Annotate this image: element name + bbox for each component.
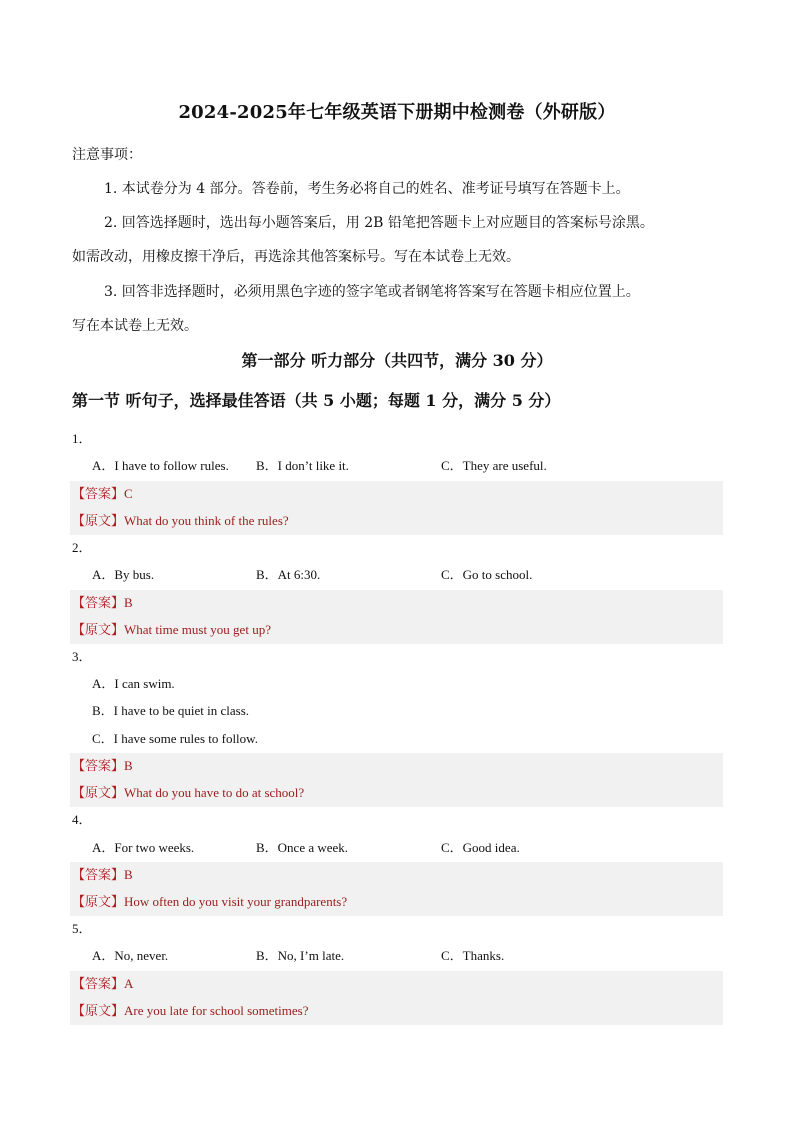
option-b: B．No, I’m late. xyxy=(256,948,345,963)
answer-row xyxy=(72,592,133,611)
answer-row xyxy=(72,755,133,774)
option-a: A．I can swim. xyxy=(92,676,175,691)
answer-row xyxy=(72,483,133,502)
question-number: 1． xyxy=(72,431,92,446)
transcript-label: 【原文】 xyxy=(72,894,125,909)
option-b: B．At 6:30. xyxy=(256,567,321,582)
transcript-text: What do you think of the rules? xyxy=(124,513,289,528)
transcript-label: 【原文】 xyxy=(72,1003,125,1018)
option-c: C．Thanks. xyxy=(441,948,505,963)
answer-value: B xyxy=(124,595,133,610)
answer-value: B xyxy=(124,758,133,773)
answer-value: C xyxy=(124,486,133,501)
option-a: A．I have to follow rules. xyxy=(92,458,229,473)
notice-line-3: 如需改动，用橡皮擦干净后，再选涂其他答案标号。写在本试卷上无效。 xyxy=(72,249,520,265)
page-title: 2024-2025年七年级英语下册期中检测卷（外研版） xyxy=(178,102,616,123)
transcript-label: 【原文】 xyxy=(72,513,125,528)
transcript-row xyxy=(72,782,304,801)
transcript-label: 【原文】 xyxy=(72,622,125,637)
option-b: B．I have to be quiet in class. xyxy=(92,703,250,718)
answer-value: B xyxy=(124,867,133,882)
option-a: A．For two weeks. xyxy=(92,840,195,855)
option-a: A．No, never. xyxy=(92,948,169,963)
notice-line-1: 1. 本试卷分为 4 部分。答卷前，考生务必将自己的姓名、准考证号填写在答题卡上。 xyxy=(104,181,630,197)
notice-heading: 注意事项： xyxy=(72,147,142,163)
option-b: B．Once a week. xyxy=(256,840,349,855)
answer-label: 【答案】 xyxy=(72,595,125,610)
answer-label: 【答案】 xyxy=(72,976,125,991)
option-a: A．By bus. xyxy=(92,567,155,582)
answer-value: A xyxy=(124,976,134,991)
transcript-row xyxy=(72,1000,309,1019)
answer-label: 【答案】 xyxy=(72,486,125,501)
option-b: B．I don’t like it. xyxy=(256,458,349,473)
answer-label: 【答案】 xyxy=(72,867,125,882)
option-c: C．They are useful. xyxy=(441,458,547,473)
answer-label: 【答案】 xyxy=(72,758,125,773)
transcript-text: Are you late for school sometimes? xyxy=(124,1003,309,1018)
question-number: 3． xyxy=(72,649,92,664)
transcript-row xyxy=(72,891,347,910)
answer-row xyxy=(72,864,133,883)
part-title: 第一部分 听力部分（共四节，满分 30 分） xyxy=(241,351,553,370)
answer-row xyxy=(72,973,133,992)
option-c: C．Go to school. xyxy=(441,567,533,582)
transcript-label: 【原文】 xyxy=(72,785,125,800)
question-number: 5． xyxy=(72,921,92,936)
transcript-text: What time must you get up? xyxy=(124,622,271,637)
question-number: 4． xyxy=(72,812,92,827)
transcript-text: How often do you visit your grandparents? xyxy=(124,894,348,909)
transcript-row xyxy=(72,510,289,529)
option-c: C．I have some rules to follow. xyxy=(92,731,258,746)
notice-line-2: 2. 回答选择题时，选出每小题答案后，用 2B 铅笔把答题卡上对应题目的答案标号涂黑。 xyxy=(104,215,654,231)
notice-line-4: 3. 回答非选择题时，必须用黑色字迹的签字笔或者钢笔将答案写在答题卡相应位置上。 xyxy=(104,284,640,300)
transcript-text: What do you have to do at school? xyxy=(124,785,305,800)
option-c: C．Good idea. xyxy=(441,840,520,855)
notice-line-5: 写在本试卷上无效。 xyxy=(72,318,198,334)
transcript-row xyxy=(72,619,271,638)
section-title: 第一节 听句子，选择最佳答语（共 5 小题；每题 1 分，满分 5 分） xyxy=(72,391,561,410)
question-number: 2． xyxy=(72,540,92,555)
